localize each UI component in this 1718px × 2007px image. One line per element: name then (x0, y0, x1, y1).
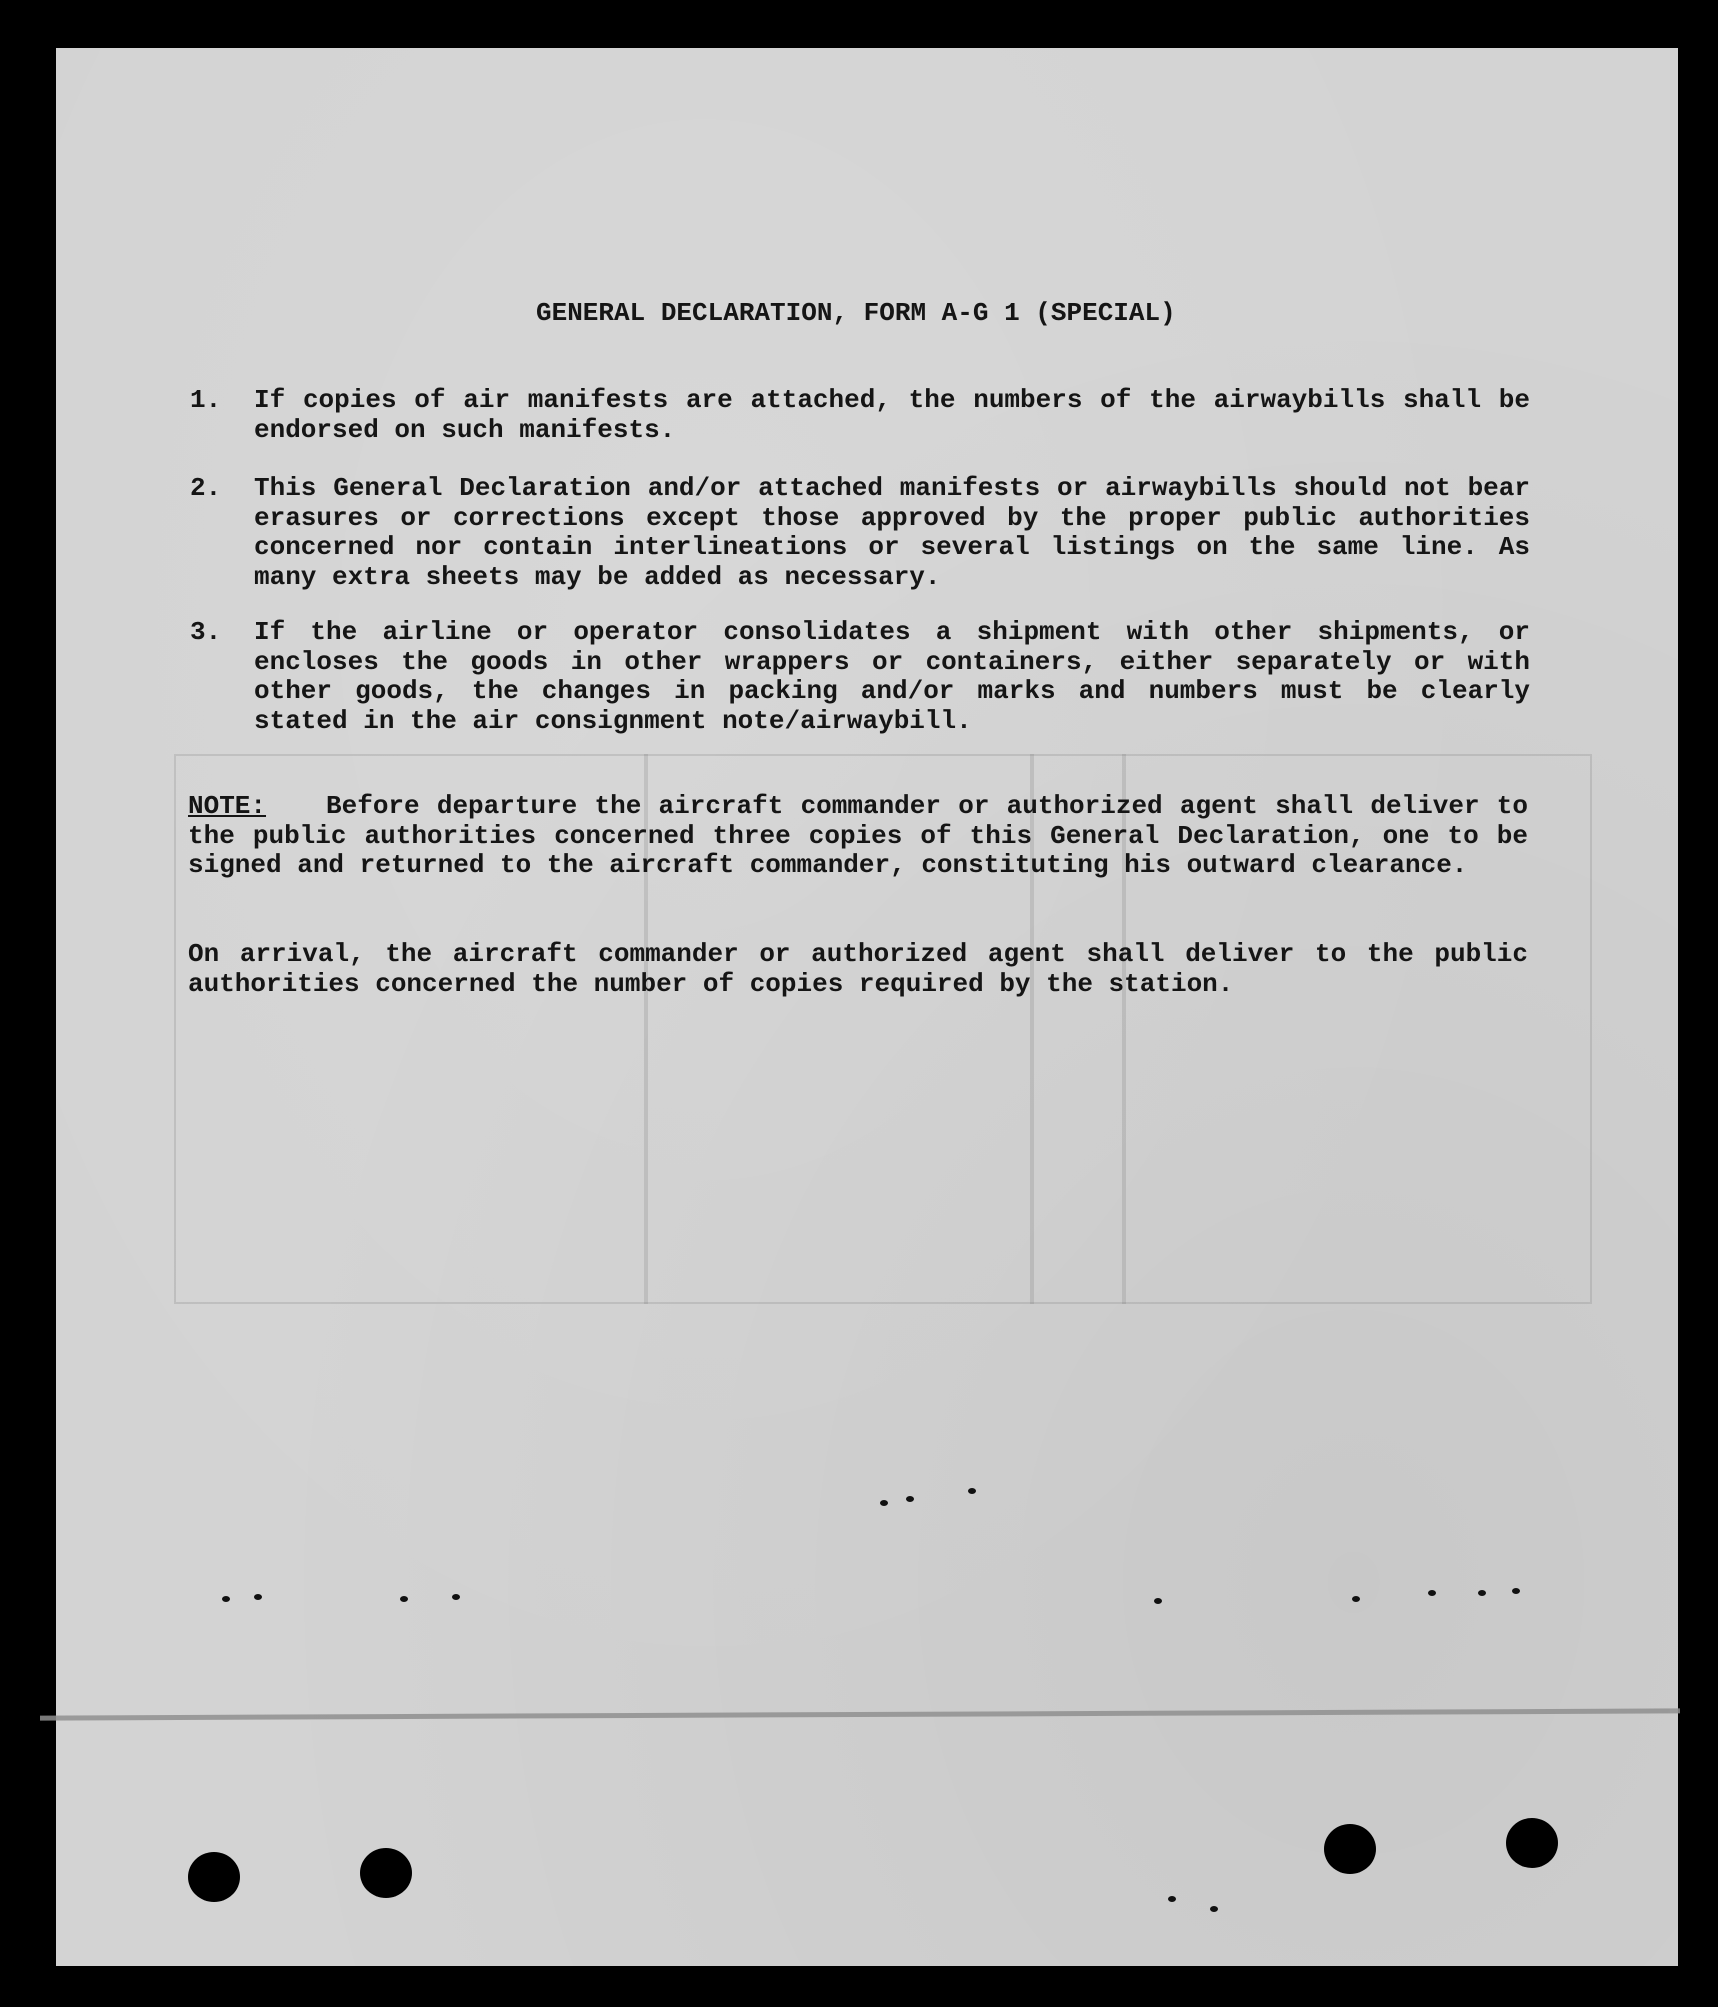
page-title: GENERAL DECLARATION, FORM A-G 1 (SPECIAL) (536, 298, 1176, 328)
item-number: 3. (190, 617, 222, 647)
item-number: 1. (190, 385, 222, 415)
speck (1168, 1896, 1176, 1902)
speck (400, 1596, 408, 1602)
item-number: 2. (190, 473, 222, 503)
note-label: NOTE: (188, 791, 267, 821)
punch-hole (360, 1848, 412, 1898)
speck (452, 1594, 460, 1600)
speck (906, 1496, 914, 1502)
punch-hole (188, 1852, 240, 1902)
arrival-paragraph: On arrival, the aircraft commander or authorized agent shall deliver to the public authorities concerned the number of copies required by the station. (188, 939, 1528, 999)
speck (968, 1488, 976, 1494)
speck (1210, 1906, 1218, 1912)
speck (880, 1500, 888, 1506)
speck (1428, 1590, 1436, 1596)
punch-hole (1506, 1818, 1558, 1868)
punch-hole (1324, 1824, 1376, 1874)
note-paragraph (188, 792, 1528, 881)
speck (1478, 1590, 1486, 1596)
document-page (56, 48, 1678, 1966)
speck (254, 1594, 262, 1600)
speck (1154, 1598, 1162, 1604)
item-text: If the airline or operator consolidates a shipment with other shipments, or encloses the goods in other wrappers or containers, either separately or with other goods, the changes in packing and/or marks and numbers must be clearly stated in the air consignment note/airwaybill. (254, 617, 1530, 736)
speck (222, 1596, 230, 1602)
note-text: Before departure the aircraft commander or authorized agent shall deliver to the public authorities concerned three copies of this General Declaration, one to be signed and returned to the aircraft commander, constituting his outward clearance. (188, 791, 1528, 880)
item-text: If copies of air manifests are attached, the numbers of the airwaybills shall be endorsed on such manifests. (254, 385, 1530, 445)
speck (1352, 1596, 1360, 1602)
speck (1512, 1588, 1520, 1594)
item-text: This General Declaration and/or attached manifests or airwaybills should not bear erasures or corrections except those approved by the proper public authorities concerned nor contain interlineations or several listings on the same line. As many extra sheets may be added as necessary. (254, 473, 1530, 592)
